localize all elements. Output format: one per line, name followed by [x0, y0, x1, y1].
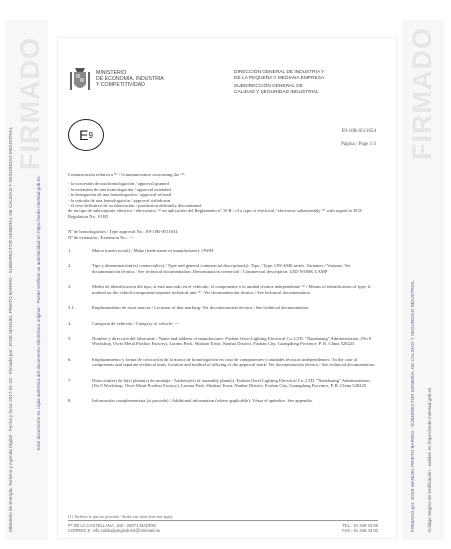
list-item: 7. Dirección(es) de la(s) planta(s) de montaje / Address(es) of assembly plant(s): Foshan Owei Lighting Electrical Co.,LTD. "Nanzhuang" Administration, (No.9 Workshop, Owei Metal Product Factory), Luomu Park, Shishan Town, Nanhai District, Foshan City, Guangdong Province, P. R. China 528225: [68, 377, 371, 388]
page-number: Página / Page 1/3: [341, 142, 376, 147]
footnote: (1) Táchese lo que no proceda / Strike out what does not apply: [68, 514, 173, 519]
left-watermark: FIRMADO: [15, 37, 45, 170]
subdirectorate: SUBDIRECCIÓN GENERAL DE CALIDAD Y SEGURIDAD INDUSTRIAL: [234, 84, 319, 95]
footer-fax: FAX.: 91 349 43 00: [342, 528, 378, 533]
right-signer-text: FIRMADO por: JOSE MANUEL PRIETO BARRIO - SUBDIRECTOR GENERAL DE CALIDAD Y SEGURIDAD INDUSTRIAL: [410, 280, 415, 532]
left-stamp-text: Ministerio de Energía, Turismo y Agenda Digital - Fecha y hora: 2017-01-10 - Firmado por: JOSE MANUEL PRIETO BARRIO - SUBDIRECTOR GENERAL DE CALIDAD Y SEGURIDAD INDUSTRIAL: [8, 126, 13, 532]
option-item: - la denegación de una homologación / approval refused: [68, 192, 172, 198]
directorate-header: DIRECCIÓN GENERAL DE INDUSTRIA Y DE LA PEQUEÑA Y MEDIANA EMPRESA SUBDIRECCIÓN GENERAL DE CALIDAD Y SEGURIDAD INDUSTRIAL: [234, 70, 325, 95]
e-approval-mark: E 9: [68, 119, 104, 151]
approval-no: Nº de homologación / Type approval No.: E9-10R-0511654: [68, 229, 178, 235]
list-item: 4. Categoría de vehículo / Category of vehicle: ---: [68, 320, 180, 326]
approval-options: [68, 181, 378, 208]
option-item: - la extensión de una homologación / approval extended: [68, 186, 171, 192]
option-item: - el cese definitivo de su fabricación / production definitely discontinued: [68, 203, 202, 209]
footer-phone: TEL.: 91 349 43 66: [342, 523, 378, 528]
approval-numbers: [68, 229, 378, 240]
list-item: 5. Nombre y dirección del fabricante / Name and address of manufacturer: Foshan Owei Lighting Electrical Co.,LTD. "Nanzhuang" Administration, (No.9 Workshop, Owei Metal Product Factory), Luomu Park, Shishan Town, Nanhai District, Foshan City, Guangdong Province, P. R. China 528225: [68, 335, 372, 347]
reference-number: E9-10R-0511654: [341, 129, 376, 134]
document-page: [58, 38, 396, 538]
extension-no: Nº de extensión / Extension No.: ---: [68, 234, 134, 240]
right-watermark: FIRMADO: [407, 27, 437, 160]
left-signature-margin: [6, 20, 48, 540]
footer-email: CORREO E: info.calidadysegindustr@minetad.es: [68, 528, 160, 533]
list-item: 8. Información complementaria (si procede) / Additional information (where applicable): Véase el apéndice. See appendix.: [68, 398, 314, 404]
item-list: [68, 248, 378, 404]
right-verify-text: Código Seguro de Verificación - validez en https://sede.minetad.gob.es: [427, 387, 432, 532]
list-item: 3. Medio de identificación del tipo, si está marcado en el vehículo, el componente o la unidad técnica independiente ⁽¹⁾ / Means of identification of type, if marked on the vehicle/component/separate technical unit ⁽¹⁾: Ver documentación técnica / See technical documentation: [68, 284, 371, 295]
list-item: 2. Tipo y denominación(es) comercial(es) / Type and general commercial description(s): Tipo / Type: OW-4040 series. Variantes / Variants: Ver documentación técnica / See technical documentation. Denominación comercial / Commercial description: LED WORK LAMP: [68, 263, 351, 274]
right-signature-margin: [402, 20, 444, 540]
coat-of-arms-icon: [68, 68, 92, 94]
list-item: 3.1. Emplazamiento de estas marcas / Location of that marking: Ver documentación técnica / See technical documentation: [68, 305, 309, 311]
list-item: 1. Marca (razón social) / Make (trade name of manufacturer): OWEI: [68, 248, 214, 254]
page-footer: [68, 520, 378, 533]
list-item: 6. Emplazamiento y forma de colocación de la marca de homologación en caso de componentes y unidades técnicas independientes / In the case of components and separate technical units, location and method of affixing of the approval mark: Ver documentación técnica / See technical documentation: [68, 356, 375, 368]
left-verify-text: Este documento es copia auténtica del documento electrónico original - Puede verificar su autenticidad en https://sede.minetad.gob.es: [36, 176, 41, 450]
option-item: - la concesión de una homologación / approval granted: [68, 181, 169, 187]
communication-heading: Comunicación relativa a ⁽¹⁾ / Communication concerning the ⁽¹⁾:: [68, 172, 186, 177]
regulation-text: de un tipo de subconjunto eléctrico / electrónico ⁽¹⁾ en aplicación del Reglamento nº 10 R / of a type of electrical / electronic subassembly ⁽¹⁾ with regard to ECE Regulation No. 10 R5: [68, 208, 363, 219]
footer-address: Pº DE LA CASTELLANA, 160 - 28071 MADRID: [68, 523, 157, 528]
option-item: - la retirada de una homologación / approval withdrawn: [68, 197, 171, 203]
document-body: [68, 172, 378, 414]
ministry-name: MINISTERIO DE ECONOMÍA, INDUSTRIA Y COMPETITIVIDAD: [96, 70, 164, 88]
